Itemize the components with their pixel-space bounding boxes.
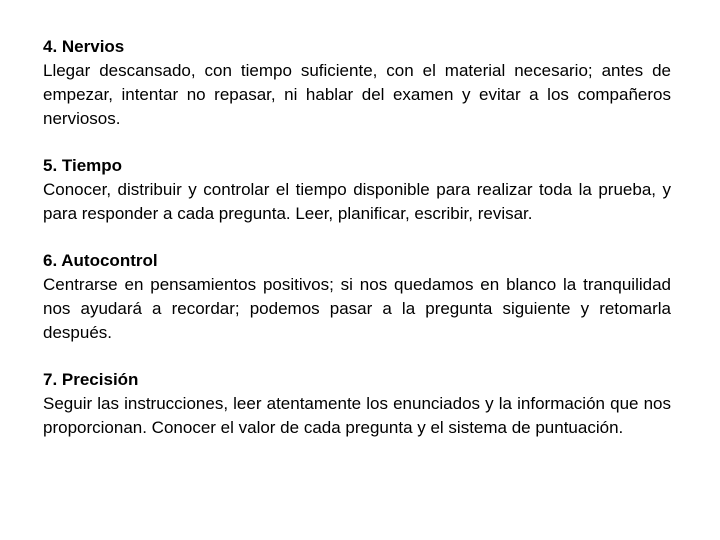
section-text: Centrarse en pensamientos positivos; si nos quedamos en blanco la tranquilidad nos ayudará a recordar; podemos pasar a la pregunta siguiente y retomarla después. [43, 275, 671, 342]
section-precision [43, 368, 671, 440]
section-text: Conocer, distribuir y controlar el tiempo disponible para realizar toda la prueba, y para responder a cada pregunta. Leer, planificar, escribir, revisar. [43, 180, 671, 223]
document-page [43, 35, 671, 440]
section-nervios [43, 35, 671, 131]
section-text: Llegar descansado, con tiempo suficiente, con el material necesario; antes de empezar, intentar no repasar, ni hablar del examen y evitar a los compañeros nerviosos. [43, 61, 671, 128]
section-heading: 7. Precisión [43, 370, 139, 389]
section-heading: 5. Tiempo [43, 156, 123, 175]
section-text: Seguir las instrucciones, leer atentamente los enunciados y la información que nos proporcionan. Conocer el valor de cada pregunta y el sistema de puntuación. [43, 394, 671, 437]
section-tiempo [43, 154, 671, 226]
section-heading: 4. Nervios [43, 37, 125, 56]
section-autocontrol [43, 249, 671, 345]
section-heading: 6. Autocontrol [43, 251, 158, 270]
